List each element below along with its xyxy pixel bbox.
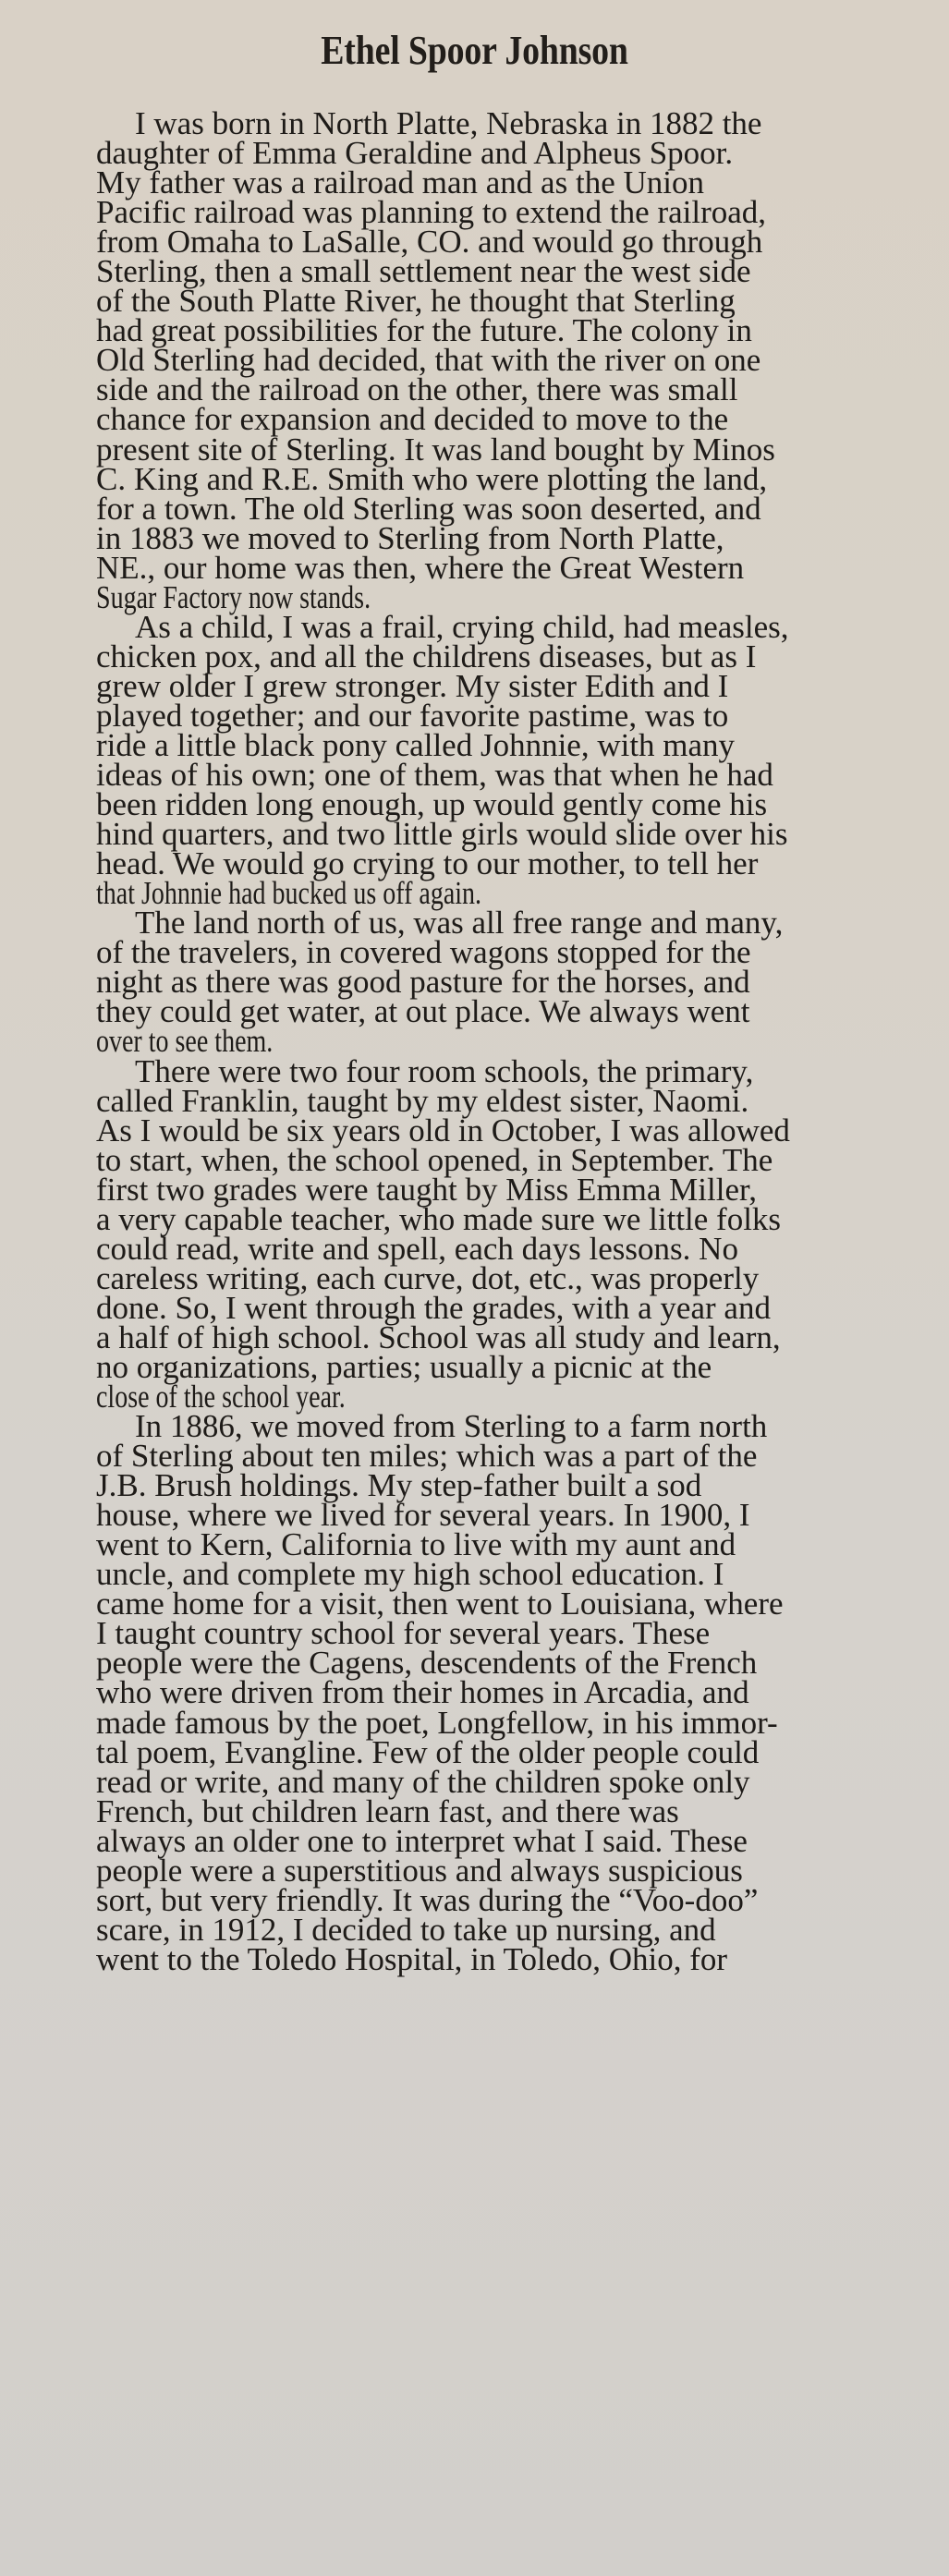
text-line-content: grew older I grew stronger. My sister Edith and I xyxy=(96,667,729,704)
text-line-content: done. So, I went through the grades, with a year and xyxy=(96,1289,771,1326)
text-line-content: J.B. Brush holdings. My step-father built a sod xyxy=(96,1467,702,1504)
text-line-content: of the travelers, in covered wagons stopped for the xyxy=(96,934,751,971)
text-line-content: As a child, I was a frail, crying child, had measles, xyxy=(135,608,789,645)
text-line-content: played together; and our favorite pastime, was to xyxy=(96,697,729,734)
text-line-content: tal poem, Evangline. Few of the older people could xyxy=(96,1733,760,1770)
text-line-content: My father was a railroad man and as the Union xyxy=(96,164,704,201)
text-line-content: for a town. The old Sterling was soon deserted, and xyxy=(96,490,761,527)
text-line-content: close of the school year. xyxy=(96,1379,346,1416)
text-line-content: called Franklin, taught by my eldest sister, Naomi. xyxy=(96,1082,749,1119)
text-line-content: As I would be six years old in October, I was allowed xyxy=(96,1112,790,1148)
text-line-content: made famous by the poet, Longfellow, in his immor- xyxy=(96,1704,778,1741)
text-line-content: night as there was good pasture for the horses, and xyxy=(96,964,750,1001)
text-line-content: from Omaha to LaSalle, CO. and would go through xyxy=(96,224,763,261)
text-line-content: been ridden long enough, up would gently come his xyxy=(96,786,768,823)
text-line-content: I was born in North Platte, Nebraska in 1882 the xyxy=(135,105,762,141)
article-title: Ethel Spoor Johnson xyxy=(321,28,628,73)
text-line-content: Sterling, then a small settlement near the west side xyxy=(96,253,751,290)
article-body xyxy=(96,105,909,1977)
text-line-content: of Sterling about ten miles; which was a part of the xyxy=(96,1438,758,1475)
text-line-content: daughter of Emma Geraldine and Alpheus Spoor. xyxy=(96,135,734,172)
text-line-content: could read, write and spell, each days lessons. No xyxy=(96,1230,738,1267)
text-line-content: read or write, and many of the children spoke only xyxy=(96,1763,750,1800)
text-line-content: no organizations, parties; usually a picnic at the xyxy=(96,1348,712,1385)
text-line-content: people were a superstitious and always suspicious xyxy=(96,1852,743,1889)
text-line-content: In 1886, we moved from Sterling to a farm north xyxy=(135,1408,768,1445)
text-line-content: of the South Platte River, he thought that Sterling xyxy=(96,283,736,320)
text-line-content: went to the Toledo Hospital, in Toledo, Ohio, for xyxy=(96,1940,728,1977)
text-line-content: Pacific railroad was planning to extend the railroad, xyxy=(96,194,767,231)
text-line-content: ride a little black pony called Johnnie, with many xyxy=(96,726,736,763)
text-line-content: came home for a visit, then went to Louisiana, where xyxy=(96,1586,784,1622)
text-line-content: There were two four room schools, the primary, xyxy=(135,1052,754,1089)
text-line-content: went to Kern, California to live with my aunt and xyxy=(96,1526,736,1563)
text-line-content: I taught country school for several years. These xyxy=(96,1615,711,1652)
text-line xyxy=(96,1940,909,1977)
text-line-content: The land north of us, was all free range and many, xyxy=(135,905,784,942)
text-line-content: had great possibilities for the future. The colony in xyxy=(96,312,752,349)
text-line-content: Old Sterling had decided, that with the river on one xyxy=(96,342,761,379)
text-line-content: in 1883 we moved to Sterling from North Platte, xyxy=(96,519,724,556)
text-line-content: chance for expansion and decided to move to the xyxy=(96,401,729,438)
text-line-content: people were the Cagens, descendents of the French xyxy=(96,1645,758,1682)
text-line-content: a very capable teacher, who made sure we little folks xyxy=(96,1200,782,1237)
text-line-content: a half of high school. School was all study and learn, xyxy=(96,1318,781,1355)
text-line-content: ideas of his own; one of them, was that when he had xyxy=(96,757,773,794)
text-line-content: present site of Sterling. It was land bought by Minos xyxy=(96,431,775,468)
text-line-content: that Johnnie had bucked us off again. xyxy=(96,875,482,912)
text-line-content: French, but children learn fast, and there was xyxy=(96,1792,679,1829)
text-line-content: uncle, and complete my high school education. I xyxy=(96,1556,724,1593)
text-line-content: to start, when, the school opened, in September. The xyxy=(96,1141,773,1178)
text-line-content: Sugar Factory now stands. xyxy=(96,578,371,615)
text-line-content: first two grades were taught by Miss Emma Miller, xyxy=(96,1171,757,1208)
text-line-content: house, where we lived for several years. In 1900, I xyxy=(96,1497,750,1534)
text-line-content: chicken pox, and all the childrens diseases, but as I xyxy=(96,638,757,674)
text-line-content: hind quarters, and two little girls would slide over his xyxy=(96,816,788,853)
text-line-content: side and the railroad on the other, there was small xyxy=(96,371,738,408)
text-line-content: sort, but very friendly. It was during the “Voo-doo” xyxy=(96,1881,759,1918)
text-line-content: careless writing, each curve, dot, etc., was properly xyxy=(96,1259,760,1296)
text-line-content: head. We would go crying to our mother, to tell her xyxy=(96,845,759,882)
text-line-content: always an older one to interpret what I said. These xyxy=(96,1822,748,1859)
text-line-content: who were driven from their homes in Arcadia, and xyxy=(96,1674,749,1711)
text-line-content: NE., our home was then, where the Great Western xyxy=(96,549,745,586)
text-line-content: over to see them. xyxy=(96,1023,274,1060)
text-line-content: they could get water, at out place. We always went xyxy=(96,993,750,1030)
text-line-content: scare, in 1912, I decided to take up nursing, and xyxy=(96,1911,716,1948)
text-line-content: C. King and R.E. Smith who were plotting the land, xyxy=(96,460,768,497)
